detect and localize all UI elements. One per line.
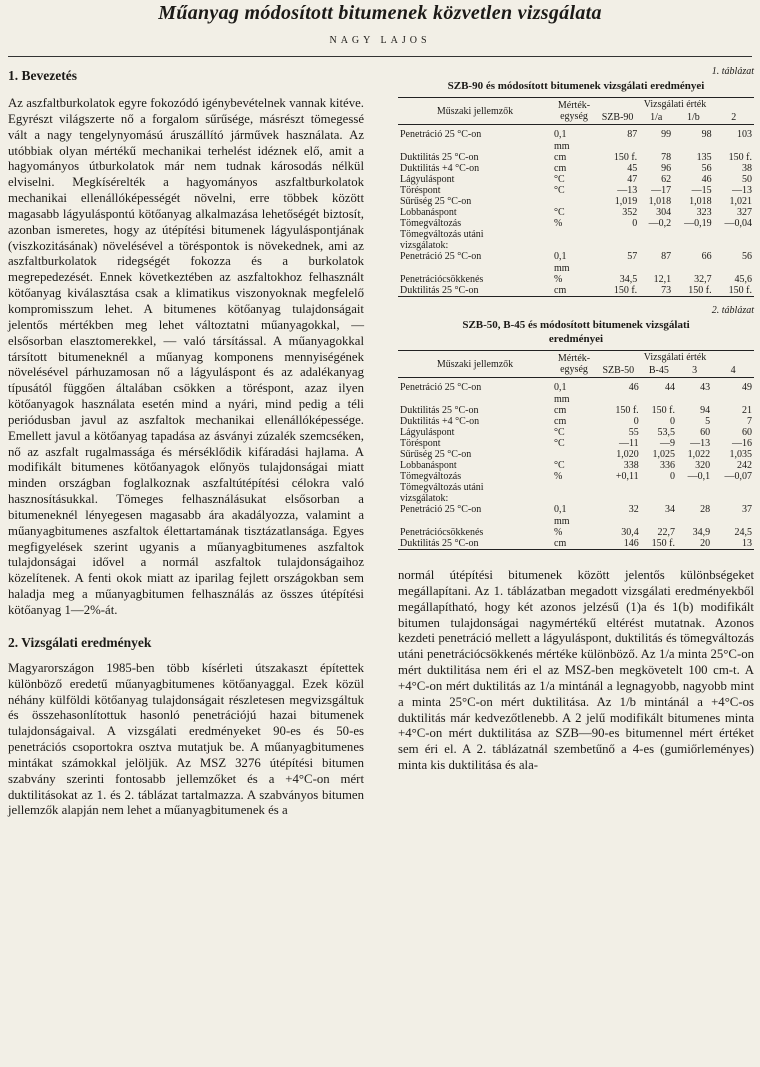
- table-cell: [712, 493, 754, 504]
- table-cell-blank: [639, 262, 673, 274]
- row-unit: °C: [554, 174, 565, 185]
- column-header: 2: [731, 112, 737, 123]
- column-header: 4: [730, 365, 736, 376]
- table-cell: 45: [627, 163, 638, 174]
- row-unit: 0,1: [554, 382, 567, 393]
- row-unit: %: [554, 274, 563, 285]
- row-unit: [552, 449, 596, 460]
- table-cell: 1,022: [687, 449, 711, 460]
- table-row: [398, 285, 754, 297]
- row-label: Duktilitás +4 °C-on: [400, 163, 480, 174]
- table-cell: 150 f.: [651, 538, 675, 549]
- table-cell: 96: [661, 163, 672, 174]
- table-cell: 1,021: [729, 196, 752, 207]
- article-title: Műanyag módosított bitumenek közvetlen vizsgálata: [158, 2, 602, 24]
- table-cell: 0: [632, 218, 638, 229]
- row-label: Penetrációcsökkenés: [400, 527, 484, 538]
- table-cell: 62: [661, 174, 672, 185]
- row-label-blank: [398, 262, 552, 274]
- row-unit: [552, 493, 596, 504]
- table-cell: 38: [742, 163, 752, 174]
- table-cell-blank: [641, 515, 677, 527]
- table-row: [398, 438, 754, 449]
- row-unit: 0,1: [554, 129, 567, 140]
- table-cell: —11: [619, 438, 639, 449]
- table-cell: +0,11: [615, 471, 639, 482]
- row-unit: °C: [554, 438, 565, 449]
- table-cell: [596, 240, 639, 251]
- table-cell: —13: [732, 185, 752, 196]
- table-row: [398, 163, 754, 174]
- table-row: [398, 207, 754, 218]
- row-label: Duktilitás 25 °C-on: [400, 405, 479, 416]
- table-cell: 12,1: [653, 274, 672, 285]
- table-cell: 53,5: [657, 427, 675, 438]
- table-cell-blank: [596, 515, 641, 527]
- section-1-text: Az aszfaltburkolatok egyre fokozódó igénybevételnek vannak kitéve. Egyrészt világszerte nő a forgalom sűrűsége, másrészt tömegessé vált a nagy tengelynyomású áruszállító járművek használata. Az utóbbiak olyan mértékű mechanikai terhelést idéznek elő, amit a hagyományos útburkolatok már nem tudnak károsodás nélkül elviselni. Megkísérelték a hagyományos aszfaltburkolatok mechanikai ellenállóképességét növelni, erre többek között magasabb lágyuláspontú kötőanyag alkalmazása lehetőségét biztosít, azonban ismeretes, hogy az útépítési bitumenek lágyuláspontjának (viszkozitásának) növelésével a töréspontok is növekednek, ami az aszfaltburkolatok ridegségét fokozza és a burkolatok megrepedezését. Ennek következtében az aszfaltokhoz felhasznált kötőanyag kiválasztása csak a klimatikus viszonyoknak megfelelő kompromisszum lehet. A bitumenes kötőanyag tulajdonságait jelentős mértékben meg lehet változtatni műanyagokkal, — elsősorban elasztomerekkel, — való társítással. A műanyagokkal társított bitumeneknél a műanyag komponens mennyiségének növelésével párhuzamosan nő a lágyuláspont és az adalékanyag típusától függően általában csökken a töréspont, azaz ilyen kötőanyagok használata esetén mind a nyári, mind pedig a téli periódusban javul az aszfaltok mechanikai ellenállóképessége. Emellett javul a kötőanyag tapadása az ásványi zúzalék szemcséken, nő az aszfalt rugalmassága és mérséklődik kifáradási hajlama. A modifikált bitumenes kötőanyagok előnyös tulajdonságai miatt minden országban foglalkoznak aszfaltútépítési célokra való hasznosításukkal. Tömeges felhasználásukat elsősorban a bitumeneknél lényegesen magasabb ára akadályozza, valamint a műanyagbitumenes aszfaltok élettartamának tisztázatlansága. Egyes megfigyelések szerint ugyanis a műanyagbitumenes aszfaltok tulajdonságai idővel a normál aszfaltok tulajdonságaihoz közelítenek. A fenti okok miatt az iparilag fejlett országokban sem haladja meg a műanyagbitumen felhasználás az összes útépítési kötőanyag 1—2%-át.: [8, 96, 364, 617]
- table-row: [398, 405, 754, 416]
- row-label: Sűrűség 25 °C-on: [400, 196, 472, 207]
- table-2-number: 2. táblázat: [711, 305, 754, 316]
- table-cell: —13: [690, 438, 711, 449]
- table-cell: 57: [627, 251, 638, 262]
- row-label-blank: [398, 393, 552, 405]
- table-cell: 1,035: [729, 449, 752, 460]
- table-row: [398, 240, 754, 251]
- table-cell: 0: [633, 416, 639, 427]
- table-header: [398, 98, 754, 125]
- table-row: [398, 427, 754, 438]
- table-cell: [596, 493, 641, 504]
- table-cell: 60: [700, 427, 711, 438]
- table-cell: —0,04: [724, 218, 752, 229]
- row-label: Penetráció 25 °C-on: [400, 504, 482, 515]
- table-cell: [596, 482, 641, 493]
- table-cell: —0,07: [724, 471, 752, 482]
- row-unit: °C: [554, 427, 565, 438]
- table-cell: 13: [742, 538, 752, 549]
- table-cell: 5: [705, 416, 711, 427]
- table-cell: 56: [701, 163, 712, 174]
- table-cell: 150 f.: [615, 405, 639, 416]
- row-unit: [552, 229, 596, 240]
- table-cell: [714, 229, 754, 240]
- table-cell: 49: [742, 382, 752, 393]
- table-cell: 46: [628, 382, 639, 393]
- table-cell: 150 f.: [651, 405, 675, 416]
- table-cell: 66: [701, 251, 712, 262]
- table-cell: 56: [742, 251, 752, 262]
- row-label: Penetrációcsökkenés: [400, 274, 484, 285]
- header-unit: Mérték-egység: [557, 100, 591, 122]
- row-unit: °C: [554, 460, 565, 471]
- table-cell: 150 f.: [728, 285, 752, 296]
- right-column: [398, 60, 754, 774]
- table-cell: 1,020: [616, 449, 639, 460]
- header-label: Műszaki jellemzők: [436, 358, 514, 370]
- table-cell: —0,19: [684, 218, 712, 229]
- table-cell: 45,6: [734, 274, 752, 285]
- table-row: [398, 174, 754, 185]
- table-cell-blank: [641, 393, 677, 405]
- table-1-title: SZB-90 és módosított bitumenek vizsgálati eredményei: [447, 80, 705, 92]
- table-cell: 1,018: [648, 196, 672, 207]
- table-cell: 320: [695, 460, 711, 471]
- table-row: [398, 538, 754, 550]
- row-label: Lobbanáspont: [400, 460, 457, 471]
- row-unit-second-line: mm: [554, 515, 570, 527]
- table-cell: 20: [700, 538, 711, 549]
- row-label: Tömegváltozás utáni: [400, 229, 484, 240]
- table-cell: 99: [661, 129, 672, 140]
- column-header: 1/b: [686, 112, 700, 123]
- table-cell: 30,4: [621, 527, 639, 538]
- table-cell: 103: [737, 129, 752, 140]
- left-column: [8, 60, 364, 819]
- row-label: Duktilitás +4 °C-on: [400, 416, 480, 427]
- table-cell-blank: [596, 262, 639, 274]
- table-cell: 60: [742, 427, 752, 438]
- section-2-text: Magyarországon 1985-ben több kísérleti útszakaszt építettek különböző eredetű műanyagbitumenes kötőanyaggal. Ezek közül néhány külföldi kötőanyag tulajdonságait részletesen megvizsgáltuk és összehasonlítottuk hasonló penetrációjú hazai bitumenek tulajdonságaival. A vizsgálati eredményeket 90-es és 50-es penetrációs csoportokra osztva mutatjuk be. A műanyagbitumenes mintákat számokkal jelöljük. Az MSZ 3276 útépítési bitumen szabvány szerinti fontosabb jellemzőket és a +4°C-on mért duktilitásokat az 1. és 2. táblázat tartalmazza. A szabványos bitumen jellemzők alapján nem lehet a műanyagbitumenek és a: [8, 660, 364, 818]
- row-unit: [552, 240, 596, 251]
- table-cell: 44: [664, 382, 675, 393]
- row-label: Duktilitás 25 °C-on: [400, 285, 479, 296]
- unit-continuation-row: [398, 393, 754, 405]
- table-cell: 22,7: [657, 527, 675, 538]
- header-label: Műszaki jellemzők: [436, 105, 514, 117]
- table-cell: [677, 493, 712, 504]
- table-cell: 150 f.: [688, 285, 712, 296]
- table-cell: [673, 240, 713, 251]
- row-unit: [552, 482, 596, 493]
- table-row: [398, 196, 754, 207]
- row-label: Lágyuláspont: [400, 427, 455, 438]
- row-label-blank: [398, 140, 552, 152]
- table-cell: [712, 482, 754, 493]
- table-2: [398, 350, 754, 550]
- table-cell: 150 f.: [613, 285, 638, 296]
- table-cell-blank: [714, 140, 754, 152]
- table-cell: 34,5: [619, 274, 638, 285]
- table-cell: 146: [623, 538, 639, 549]
- section-2-heading: 2. Vizsgálati eredmények: [8, 634, 152, 650]
- table-cell-blank: [596, 140, 639, 152]
- header-row: [398, 98, 754, 112]
- row-unit: %: [554, 218, 563, 229]
- row-label: Lobbanáspont: [400, 207, 457, 218]
- table-cell: 47: [627, 174, 638, 185]
- row-label: Tömegváltozás utáni: [400, 482, 484, 493]
- row-label: Duktilitás 25 °C-on: [400, 152, 479, 163]
- table-row: [398, 527, 754, 538]
- section-1-heading: 1. Bevezetés: [8, 68, 77, 83]
- table-cell: —0,2: [648, 218, 672, 229]
- row-unit: %: [554, 471, 563, 482]
- row-label: vizsgálatok:: [400, 240, 449, 251]
- row-label-blank: [398, 515, 552, 527]
- table-body: [398, 125, 754, 297]
- table-cell: 37: [742, 504, 752, 515]
- table-row: [398, 482, 754, 493]
- row-unit: 0,1: [554, 504, 567, 515]
- table-cell: 1,025: [652, 449, 675, 460]
- row-label: Töréspont: [400, 185, 441, 196]
- row-unit: °C: [554, 207, 565, 218]
- table-cell-blank: [712, 515, 754, 527]
- table-cell: —13: [617, 185, 638, 196]
- table-row: [398, 382, 754, 393]
- table-cell: 323: [696, 207, 712, 218]
- table-cell: 28: [700, 504, 711, 515]
- table-cell: —17: [651, 185, 672, 196]
- table-cell: 78: [661, 152, 672, 163]
- table-cell: 1,019: [614, 196, 638, 207]
- table-row: [398, 251, 754, 262]
- table-row: [398, 504, 754, 515]
- table-cell: —0,1: [687, 471, 711, 482]
- table-cell-blank: [714, 262, 754, 274]
- column-header: SZB-50: [602, 365, 635, 376]
- row-unit-second-line: mm: [554, 393, 570, 405]
- table-cell: 87: [661, 251, 672, 262]
- table-cell: 73: [661, 285, 672, 296]
- header-row: [398, 351, 754, 365]
- column-header: B-45: [648, 365, 669, 376]
- header-unit: Mérték-egység: [557, 353, 591, 375]
- row-label: Lágyuláspont: [400, 174, 455, 185]
- table-cell: 32: [628, 504, 639, 515]
- row-unit: cm: [554, 285, 567, 296]
- row-unit: 0,1: [554, 251, 567, 262]
- table-cell: 0: [669, 471, 675, 482]
- table-row: [398, 129, 754, 140]
- table-cell-blank: [673, 140, 713, 152]
- header-group: Vizsgálati érték: [643, 352, 707, 363]
- table-cell: 150 f.: [613, 152, 638, 163]
- table-cell: [639, 229, 673, 240]
- row-label: Penetráció 25 °C-on: [400, 129, 482, 140]
- table-1: [398, 97, 754, 297]
- row-unit: [552, 196, 596, 207]
- column-header: SZB-90: [601, 112, 634, 123]
- table-cell: 24,5: [734, 527, 752, 538]
- article-author: NAGY LAJOS: [329, 35, 431, 46]
- row-unit: cm: [554, 152, 567, 163]
- table-row: [398, 152, 754, 163]
- table-cell-blank: [677, 393, 712, 405]
- row-unit-second-line: mm: [554, 140, 570, 152]
- table-cell: [641, 493, 677, 504]
- table-cell: 34: [664, 504, 675, 515]
- row-unit: °C: [554, 185, 565, 196]
- table-cell: 150 f.: [728, 152, 752, 163]
- row-unit-second-line: mm: [554, 262, 570, 274]
- column-header: 1/a: [650, 112, 663, 123]
- table-cell-blank: [596, 393, 641, 405]
- table-cell: [641, 482, 677, 493]
- row-label: Penetráció 25 °C-on: [400, 251, 482, 262]
- table-1-number: 1. táblázat: [711, 66, 754, 77]
- table-cell: 352: [622, 207, 638, 218]
- table-cell: 242: [737, 460, 752, 471]
- table-header: [398, 351, 754, 378]
- table-cell: [714, 240, 754, 251]
- row-label: Töréspont: [400, 438, 441, 449]
- table-cell: [677, 482, 712, 493]
- row-label: vizsgálatok:: [400, 493, 449, 504]
- row-label: Tömegváltozás: [400, 471, 462, 482]
- row-label: Sűrűség 25 °C-on: [400, 449, 472, 460]
- table-cell: 304: [656, 207, 672, 218]
- table-cell: 32,7: [694, 274, 712, 285]
- table-cell: 34,9: [692, 527, 711, 538]
- table-cell: 338: [623, 460, 639, 471]
- table-cell-blank: [677, 515, 712, 527]
- unit-continuation-row: [398, 140, 754, 152]
- table-cell: 135: [696, 152, 712, 163]
- table-cell: [673, 229, 713, 240]
- row-label: Duktilitás 25 °C-on: [400, 538, 479, 549]
- table-cell: 336: [659, 460, 675, 471]
- table-cell: —15: [691, 185, 712, 196]
- table-cell-blank: [712, 393, 754, 405]
- row-label: Penetráció 25 °C-on: [400, 382, 482, 393]
- table-row: [398, 274, 754, 285]
- table-body: [398, 378, 754, 550]
- unit-continuation-row: [398, 262, 754, 274]
- table-cell-blank: [673, 262, 713, 274]
- table-cell: 43: [700, 382, 711, 393]
- table-row: [398, 460, 754, 471]
- table-row: [398, 493, 754, 504]
- table-cell: 50: [742, 174, 752, 185]
- table-row: [398, 218, 754, 229]
- table-cell: —9: [659, 438, 675, 449]
- table-cell: [639, 240, 673, 251]
- row-unit: cm: [554, 416, 567, 427]
- row-unit: cm: [554, 163, 567, 174]
- table-row: [398, 416, 754, 427]
- table-cell: 327: [737, 207, 752, 218]
- table-cell: —16: [732, 438, 752, 449]
- table-cell: 21: [742, 405, 752, 416]
- table-cell: 46: [701, 174, 712, 185]
- right-column-text: normál útépítési bitumenek között jelentős különbségeket megállapítani. Az 1. táblázatban megadott vizsgálati eredményekből megállapítható, hogy két azonos jelzésű (1)a és 1(b) modifikált bitumen tulajdonságai nagymértékű eltérést mutatnak. Azonos kezdeti penetráció mellett a lágyuláspont, duktilitás és tömegváltozás utáni penetrációcsökkenés mértéke különböző. Az 1/a minta 25°C-on mért duktilitása nem éri el az MSZ-ben megkövetelt 100 cm-t. A +4°C-on mért duktilitás az 1/a mintánál a legnagyobb, nagyobb mint a minta 25°C-on mért duktilitása. Az 1/b mintánál a +4°C-os duktilitás már kedvezőtlenebb. A 2 jelű modifikált bitumenes minta +4°C-on mért duktilitása az SZB—90-es bitumennel mért értéket sem éri el. A 2. táblázatnál szembetűnő a 4-es (gumiőrleményes) minta kis duktilitása és ala-: [398, 568, 754, 773]
- table-cell: 98: [701, 129, 712, 140]
- row-unit: cm: [554, 405, 567, 416]
- table-row: [398, 449, 754, 460]
- row-unit: %: [554, 527, 563, 538]
- table-row: [398, 471, 754, 482]
- table-row: [398, 229, 754, 240]
- table-cell: 0: [669, 416, 675, 427]
- header-group: Vizsgálati érték: [643, 99, 707, 110]
- table-cell: [596, 229, 639, 240]
- table-row: [398, 185, 754, 196]
- unit-continuation-row: [398, 515, 754, 527]
- column-header: 3: [692, 365, 698, 376]
- table-cell: 87: [627, 129, 638, 140]
- table-cell: 7: [747, 416, 752, 427]
- row-label: Tömegváltozás: [400, 218, 462, 229]
- table-cell: 1,018: [689, 196, 712, 207]
- table-cell: 55: [628, 427, 639, 438]
- row-unit: cm: [554, 538, 567, 549]
- table-cell-blank: [639, 140, 673, 152]
- title-rule: [8, 56, 752, 57]
- table-cell: 94: [700, 405, 711, 416]
- table-2-title: SZB-50, B-45 és módosított bitumenek vizsgálati eredményei: [462, 319, 690, 345]
